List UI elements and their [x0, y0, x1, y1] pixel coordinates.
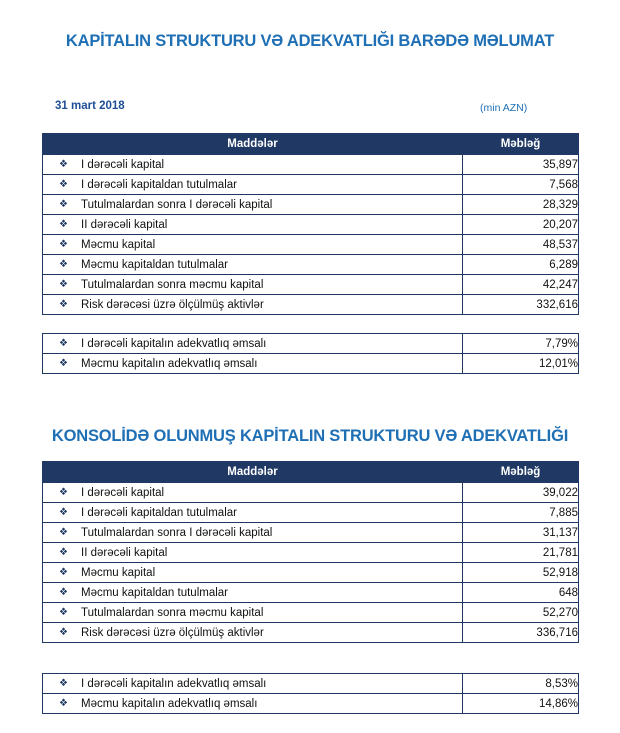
row-value: 42,247 — [463, 275, 579, 295]
table-header-row — [43, 134, 579, 155]
row-label-cell — [43, 155, 463, 175]
table-row — [43, 623, 579, 643]
row-label-cell — [43, 235, 463, 255]
bullet-icon: ❖ — [59, 507, 68, 518]
table-row — [43, 235, 579, 255]
row-label: II dərəcəli kapital — [81, 218, 168, 231]
bullet-icon: ❖ — [59, 338, 68, 349]
table-row — [43, 694, 579, 714]
row-label: Tutulmalardan sonra I dərəcəli kapital — [81, 526, 273, 539]
row-value: 39,022 — [463, 483, 579, 503]
bullet-icon: ❖ — [59, 159, 68, 170]
row-label: I dərəcəli kapitalın adekvatlıq əmsalı — [81, 337, 267, 350]
bullet-icon: ❖ — [59, 547, 68, 558]
row-value: 28,329 — [463, 195, 579, 215]
report-date: 31 mart 2018 — [55, 100, 125, 112]
bullet-icon: ❖ — [59, 567, 68, 578]
row-label: Tutulmalardan sonra məcmu kapital — [81, 278, 264, 291]
row-label-cell — [43, 563, 463, 583]
row-label: I dərəcəli kapital — [81, 158, 165, 171]
row-value: 52,270 — [463, 603, 579, 623]
row-label: I dərəcəli kapital — [81, 486, 165, 499]
column-header-amount: Məbləğ — [463, 134, 579, 155]
row-value: 6,289 — [463, 255, 579, 275]
row-label-cell — [43, 603, 463, 623]
table-row — [43, 483, 579, 503]
bullet-icon: ❖ — [59, 607, 68, 618]
row-value: 12,01% — [463, 354, 579, 374]
table-row — [43, 255, 579, 275]
table-row — [43, 603, 579, 623]
table-row — [43, 155, 579, 175]
page-title-main: KAPİTALIN STRUKTURU VƏ ADEKVATLIĞI BARƏDƏ MƏLUMAT — [65, 32, 555, 50]
table-row — [43, 583, 579, 603]
row-label-cell — [43, 483, 463, 503]
row-value: 7,79% — [463, 334, 579, 354]
row-label-cell — [43, 334, 463, 354]
table-row — [43, 503, 579, 523]
row-label-cell — [43, 295, 463, 315]
table-row — [43, 563, 579, 583]
row-label: Tutulmalardan sonra məcmu kapital — [81, 606, 264, 619]
capital-structure-table — [42, 133, 579, 315]
row-label: Məcmu kapital — [81, 238, 156, 251]
row-label-cell — [43, 354, 463, 374]
row-label: Məcmu kapitaldan tutulmalar — [81, 258, 229, 271]
row-value: 7,885 — [463, 503, 579, 523]
table-row — [43, 175, 579, 195]
table-row — [43, 195, 579, 215]
row-label-cell — [43, 503, 463, 523]
capital-adequacy-ratios-table — [42, 333, 579, 374]
row-label: I dərəcəli kapitaldan tutulmalar — [81, 178, 237, 191]
row-value: 7,568 — [463, 175, 579, 195]
table-row — [43, 334, 579, 354]
column-header-items: Maddələr — [43, 134, 463, 155]
bullet-icon: ❖ — [59, 239, 68, 250]
bullet-icon: ❖ — [59, 259, 68, 270]
row-label: I dərəcəli kapitalın adekvatlıq əmsalı — [81, 677, 267, 690]
row-label-cell — [43, 523, 463, 543]
row-label-cell — [43, 583, 463, 603]
table-header-row — [43, 462, 579, 483]
row-label: I dərəcəli kapitaldan tutulmalar — [81, 506, 237, 519]
row-value: 35,897 — [463, 155, 579, 175]
page-title-consolidated: KONSOLİDƏ OLUNMUŞ KAPİTALIN STRUKTURU VƏ ADEKVATLIĞI — [51, 427, 569, 445]
row-label: II dərəcəli kapital — [81, 546, 168, 559]
row-label-cell — [43, 694, 463, 714]
bullet-icon: ❖ — [59, 179, 68, 190]
row-label: Məcmu kapital — [81, 566, 156, 579]
bullet-icon: ❖ — [59, 587, 68, 598]
currency-note: (min AZN) — [480, 102, 528, 114]
row-label-cell — [43, 543, 463, 563]
column-header-amount: Məbləğ — [463, 462, 579, 483]
bullet-icon: ❖ — [59, 627, 68, 638]
row-label: Risk dərəcəsi üzrə ölçülmüş aktivlər — [81, 626, 264, 639]
table-row — [43, 543, 579, 563]
row-value: 48,537 — [463, 235, 579, 255]
row-value: 21,781 — [463, 543, 579, 563]
consolidated-capital-structure-table — [42, 461, 579, 643]
bullet-icon: ❖ — [59, 219, 68, 230]
row-value: 52,918 — [463, 563, 579, 583]
bullet-icon: ❖ — [59, 199, 68, 210]
row-label-cell — [43, 275, 463, 295]
row-label: Məcmu kapitalın adekvatlıq əmsalı — [81, 357, 258, 370]
row-label: Tutulmalardan sonra I dərəcəli kapital — [81, 198, 273, 211]
bullet-icon: ❖ — [59, 678, 68, 689]
row-value: 14,86% — [463, 694, 579, 714]
table-row — [43, 275, 579, 295]
row-label: Risk dərəcəsi üzrə ölçülmüş aktivlər — [81, 298, 264, 311]
row-label: Məcmu kapitalın adekvatlıq əmsalı — [81, 697, 258, 710]
consolidated-adequacy-ratios-table — [42, 673, 579, 714]
table-row — [43, 523, 579, 543]
bullet-icon: ❖ — [59, 299, 68, 310]
table-row — [43, 674, 579, 694]
row-value: 31,137 — [463, 523, 579, 543]
bullet-icon: ❖ — [59, 279, 68, 290]
row-label-cell — [43, 215, 463, 235]
column-header-items: Maddələr — [43, 462, 463, 483]
row-value: 332,616 — [463, 295, 579, 315]
table-row — [43, 295, 579, 315]
row-label-cell — [43, 255, 463, 275]
bullet-icon: ❖ — [59, 698, 68, 709]
bullet-icon: ❖ — [59, 527, 68, 538]
row-label-cell — [43, 674, 463, 694]
table-row — [43, 354, 579, 374]
row-label-cell — [43, 175, 463, 195]
row-label-cell — [43, 623, 463, 643]
row-value: 336,716 — [463, 623, 579, 643]
row-value: 648 — [463, 583, 579, 603]
row-label: Məcmu kapitaldan tutulmalar — [81, 586, 229, 599]
table-row — [43, 215, 579, 235]
row-value: 20,207 — [463, 215, 579, 235]
row-label-cell — [43, 195, 463, 215]
row-value: 8,53% — [463, 674, 579, 694]
bullet-icon: ❖ — [59, 487, 68, 498]
bullet-icon: ❖ — [59, 358, 68, 369]
